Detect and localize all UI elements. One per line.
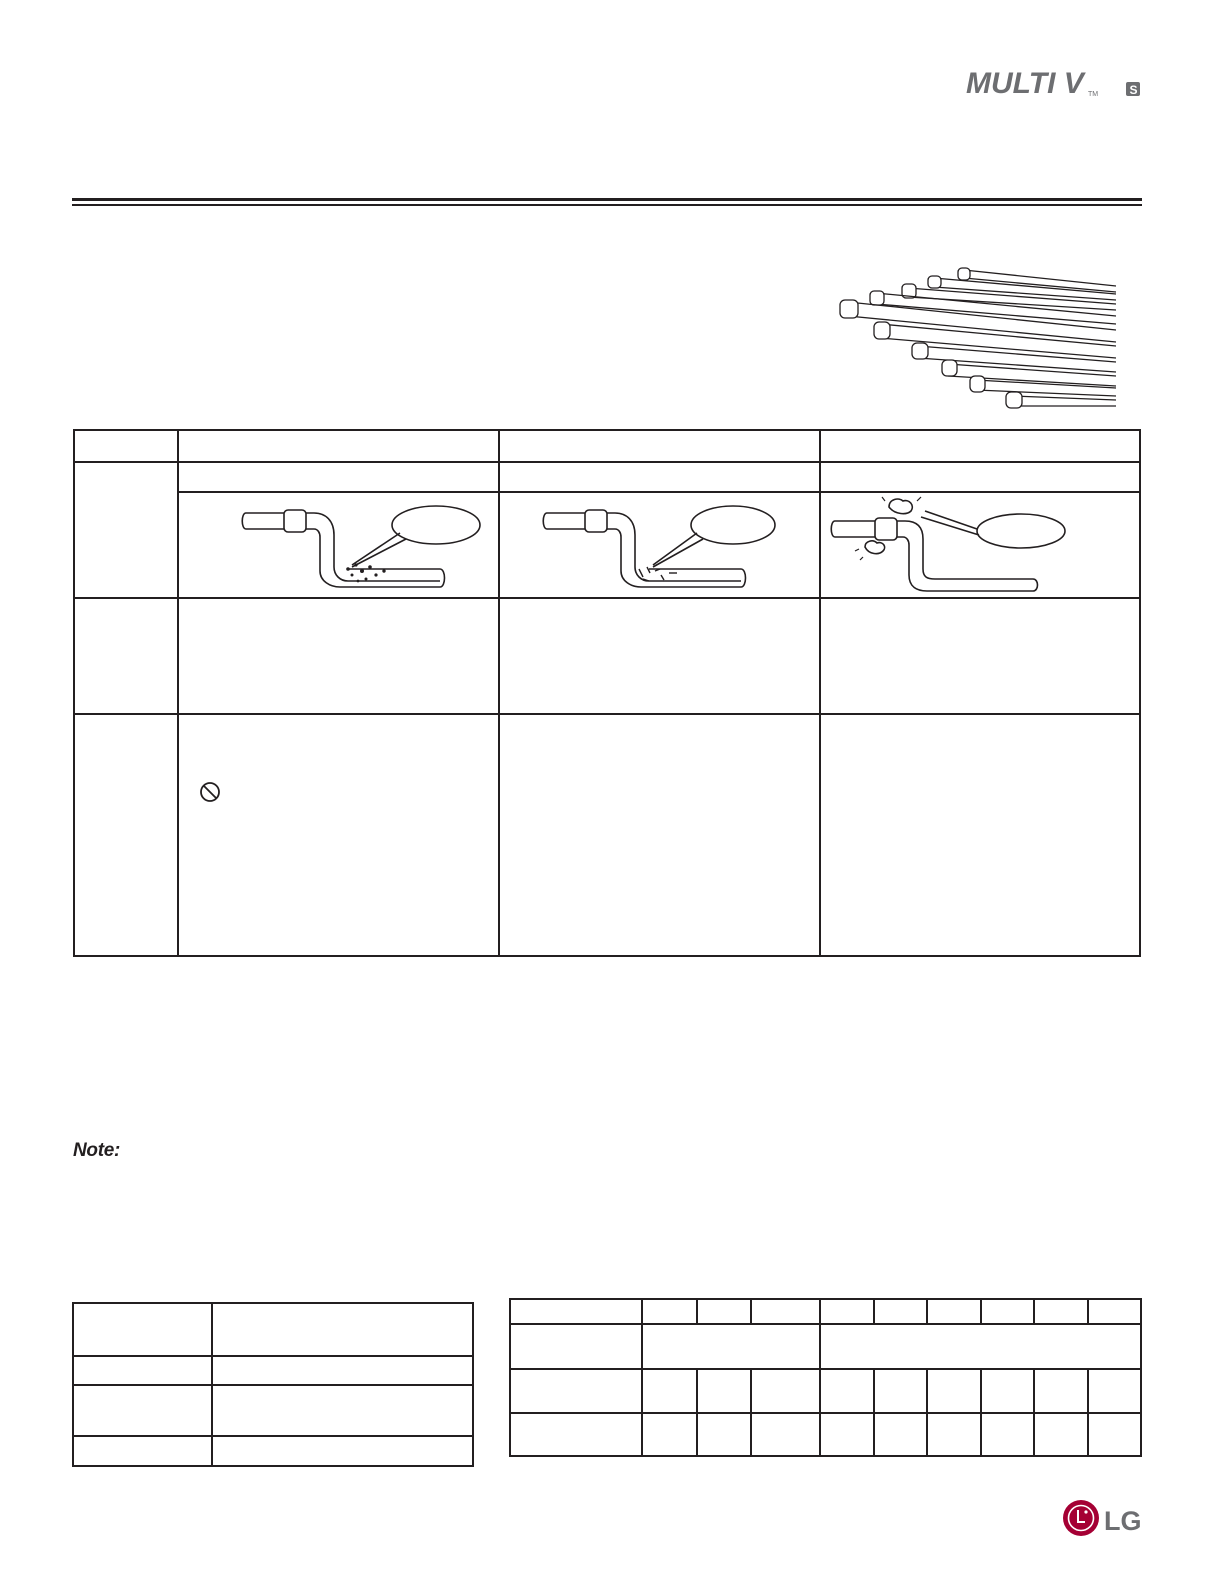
refrigerant-pipes-illustration	[836, 262, 1120, 412]
brand-badge: S	[1129, 83, 1138, 97]
bottom-right-table	[509, 1298, 1142, 1457]
multi-v-s-logo	[966, 60, 1146, 100]
header-rule-top	[72, 198, 1142, 201]
brand-tm: TM	[1088, 91, 1099, 98]
header-rule-bottom	[72, 204, 1142, 206]
lg-logo-text: LG	[1104, 1506, 1142, 1536]
pipe-moisture-icon	[541, 505, 783, 591]
pipe-leak-icon	[829, 493, 1075, 593]
bottom-left-table	[72, 1302, 474, 1467]
brand-text: MULTI V	[966, 67, 1084, 100]
lg-logo	[1062, 1498, 1144, 1538]
pipe-debris-icon	[240, 505, 482, 591]
note-label: Note:	[73, 1140, 121, 1161]
prohibition-icon	[199, 781, 221, 803]
